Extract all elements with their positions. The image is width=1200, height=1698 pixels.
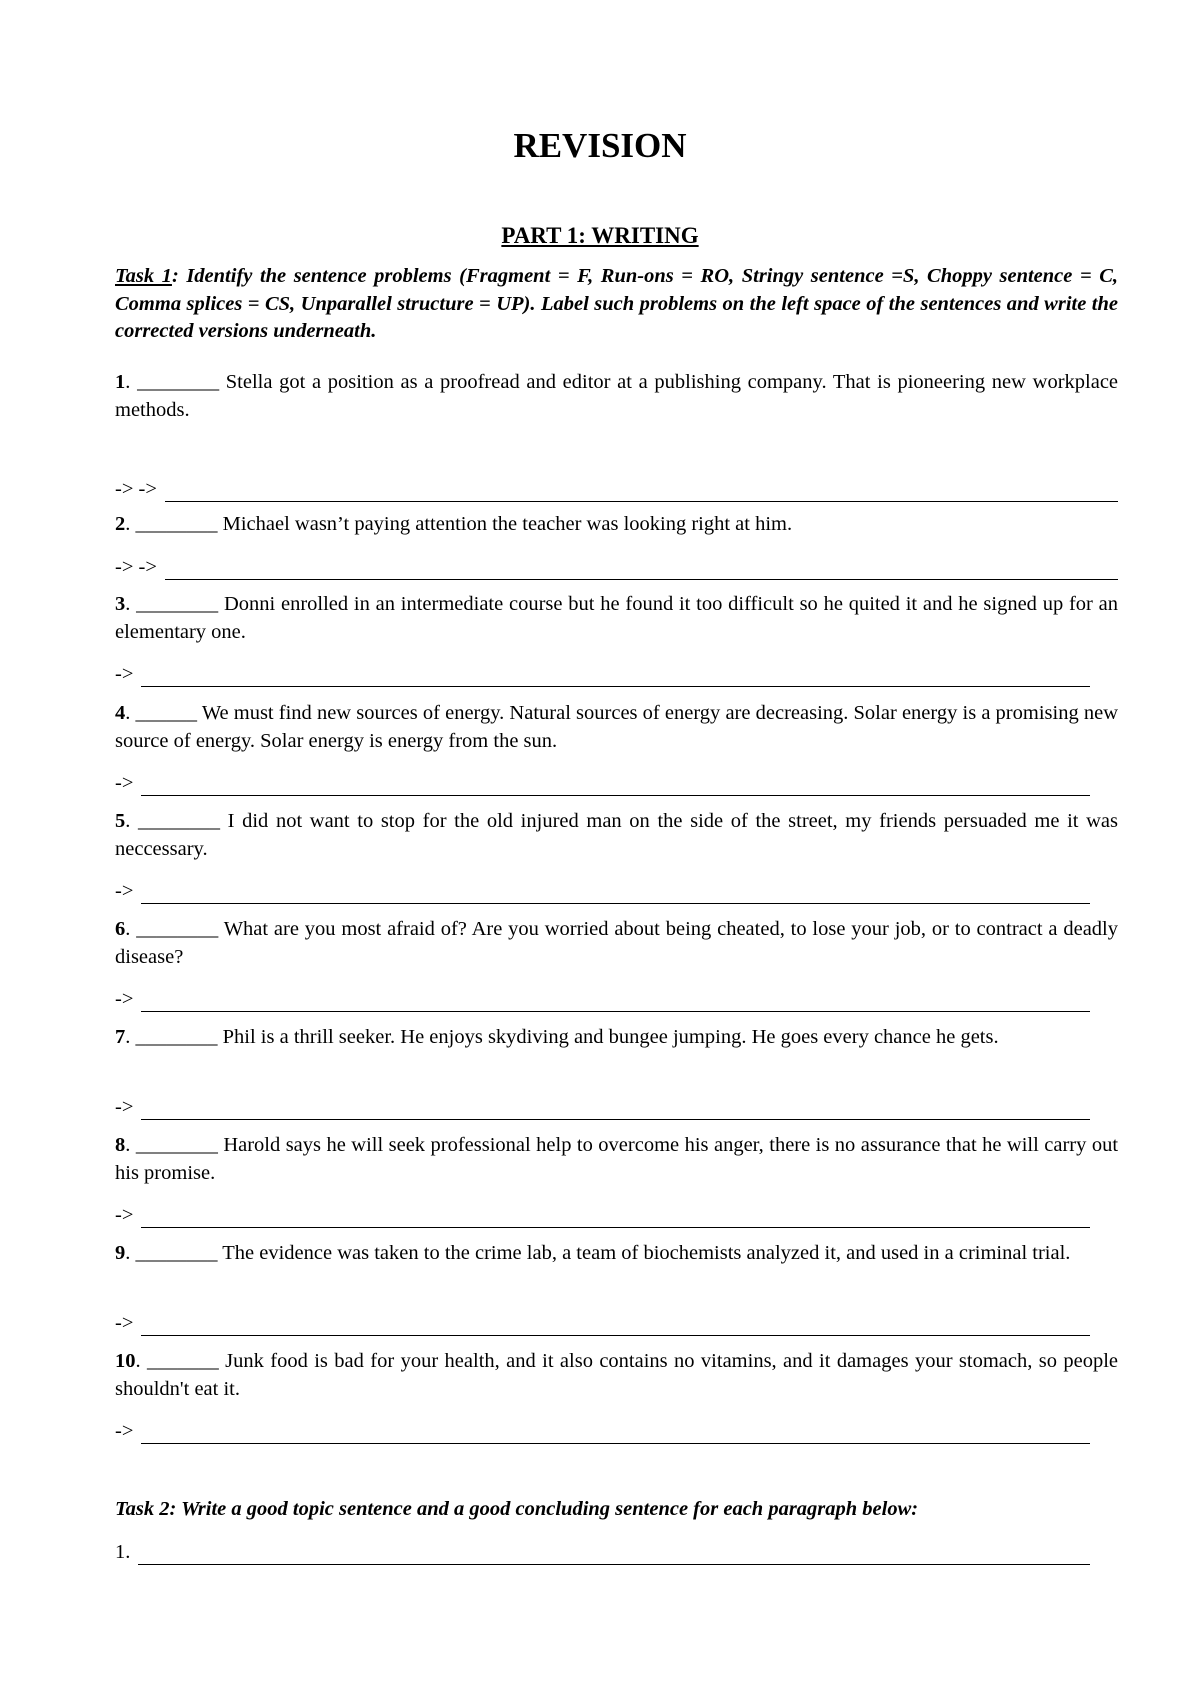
item-number: 2 — [115, 513, 126, 535]
answer-arrow: -> -> — [115, 478, 157, 500]
answer-underline[interactable] — [141, 1201, 1090, 1228]
item-sentence: The evidence was taken to the crime lab, a team of biochemists analyzed it, and used in a criminal trial. — [222, 1242, 1071, 1264]
item-sentence: Phil is a thrill seeker. He enjoys skydiving and bungee jumping. He goes every chance he gets. — [222, 1026, 999, 1048]
item-sentence: Donni enrolled in an intermediate course but he found it too difficult so he quited it and he signed up for an elementary one. — [115, 593, 1119, 643]
answer-arrow: -> — [115, 772, 134, 794]
answer-arrow: -> — [115, 663, 134, 685]
answer-arrow: -> -> — [115, 556, 157, 578]
exercise-item-5: 5. ________ I did not want to stop for the old injured man on the side of the street, my friends persuaded me it was neccessary. — [115, 810, 1119, 860]
label-blank[interactable]: ________ — [135, 1026, 218, 1048]
label-blank[interactable]: ______ — [135, 702, 198, 724]
answer-arrow: -> — [115, 880, 134, 902]
item-sentence: Harold says he will seek professional help to overcome his anger, there is no assurance that he will carry out his promise. — [115, 1134, 1119, 1184]
answer-underline[interactable] — [141, 1093, 1090, 1120]
answer-underline[interactable] — [141, 769, 1090, 796]
label-blank[interactable]: ________ — [136, 593, 219, 615]
exercise-item-4: 4. ______ We must find new sources of energy. Natural sources of energy are decreasing. Solar energy is a promising new source of energy. Solar energy is energy from the sun. — [115, 702, 1119, 752]
answer-arrow: -> — [115, 1096, 134, 1118]
label-blank[interactable]: _______ — [147, 1350, 219, 1372]
exercise-item-2: 2. ________ Michael wasn’t paying attention the teacher was looking right at him. — [115, 513, 793, 535]
exercise-item-7: 7. ________ Phil is a thrill seeker. He enjoys skydiving and bungee jumping. He goes every chance he gets. — [115, 1026, 999, 1048]
answer-underline[interactable] — [165, 553, 1118, 580]
answer-line-2[interactable] — [115, 553, 1118, 583]
answer-arrow: -> — [115, 1204, 134, 1226]
answer-line-10[interactable] — [115, 1417, 1090, 1447]
label-blank[interactable]: ________ — [138, 810, 221, 832]
item-number: 6 — [115, 918, 126, 940]
answer-line-1[interactable] — [115, 475, 1118, 505]
answer-underline[interactable] — [138, 1538, 1090, 1565]
answer-underline[interactable] — [141, 985, 1090, 1012]
exercise-item-9: 9. ________ The evidence was taken to the crime lab, a team of biochemists analyzed it, and used in a criminal trial. — [115, 1242, 1071, 1264]
item-number: 10 — [115, 1350, 136, 1372]
label-blank[interactable]: ________ — [137, 371, 220, 393]
item-sentence: What are you most afraid of? Are you worried about being cheated, to lose your job, or to contract a deadly disease? — [115, 918, 1118, 968]
answer-underline[interactable] — [141, 877, 1090, 904]
item-sentence: Stella got a position as a proofread and editor at a publishing company. That is pioneering new workplace methods. — [115, 371, 1119, 421]
item-sentence: Michael wasn’t paying attention the teacher was looking right at him. — [222, 513, 793, 535]
part-heading: PART 1: WRITING — [501, 223, 699, 248]
answer-arrow: -> — [115, 1420, 134, 1442]
answer-arrow: -> — [115, 988, 134, 1010]
answer-arrow: -> — [115, 1312, 134, 1334]
answer-line-8[interactable] — [115, 1201, 1090, 1231]
item-number: 3 — [115, 593, 126, 615]
item-number: 5 — [115, 810, 126, 832]
answer-underline[interactable] — [141, 1417, 1090, 1444]
task1-label: Task 1 — [115, 265, 172, 287]
item-number: 1 — [115, 371, 126, 393]
answer-line-9[interactable] — [115, 1309, 1090, 1339]
exercise-item-1: 1. ________ Stella got a position as a proofread and editor at a publishing company. That is pioneering new workplace methods. — [115, 371, 1119, 421]
answer-underline[interactable] — [141, 660, 1090, 687]
task1-text: : Identify the sentence problems (Fragment = F, Run-ons = RO, Stringy sentence =S, Choppy sentence = C, Comma splices = CS, Unparallel structure = UP). Label such problems on the left space of the sentences and write the corrected versions underneath. — [115, 265, 1118, 342]
page-title: REVISION — [513, 126, 687, 165]
item-number: 4 — [115, 702, 126, 724]
answer-underline[interactable] — [165, 475, 1118, 502]
answer-line-3[interactable] — [115, 660, 1090, 690]
label-blank[interactable]: ________ — [136, 918, 219, 940]
answer-line-4[interactable] — [115, 769, 1090, 799]
label-blank[interactable]: ________ — [135, 1242, 218, 1264]
item-number: 7 — [115, 1026, 126, 1048]
exercise-item-8: 8. ________ Harold says he will seek professional help to overcome his anger, there is no assurance that he will carry out his promise. — [115, 1134, 1119, 1184]
task2-answer-line-1[interactable] — [115, 1538, 1090, 1568]
task2-item-number: 1. — [115, 1541, 131, 1563]
answer-line-5[interactable] — [115, 877, 1090, 907]
task2-instruction: Task 2: Write a good topic sentence and a good concluding sentence for each paragraph below: — [115, 1498, 919, 1520]
answer-underline[interactable] — [141, 1309, 1090, 1336]
item-sentence: We must find new sources of energy. Natural sources of energy are decreasing. Solar energy is a promising new source of energy. Solar energy is energy from the sun. — [115, 702, 1119, 752]
task1-instruction — [115, 263, 1118, 346]
exercise-item-3: 3. ________ Donni enrolled in an intermediate course but he found it too difficult so he quited it and he signed up for an elementary one. — [115, 593, 1119, 643]
answer-line-7[interactable] — [115, 1093, 1090, 1123]
item-number: 9 — [115, 1242, 126, 1264]
item-sentence: Junk food is bad for your health, and it also contains no vitamins, and it damages your stomach, so people shouldn't eat it. — [115, 1350, 1118, 1400]
answer-line-6[interactable] — [115, 985, 1090, 1015]
label-blank[interactable]: ________ — [135, 1134, 218, 1156]
exercise-item-10: 10. _______ Junk food is bad for your health, and it also contains no vitamins, and it damages your stomach, so people shouldn't eat it. — [115, 1350, 1118, 1400]
exercise-item-6: 6. ________ What are you most afraid of? Are you worried about being cheated, to lose your job, or to contract a deadly disease? — [115, 918, 1118, 968]
item-number: 8 — [115, 1134, 126, 1156]
label-blank[interactable]: ________ — [135, 513, 218, 535]
item-sentence: I did not want to stop for the old injured man on the side of the street, my friends persuaded me it was neccessary. — [115, 810, 1119, 860]
